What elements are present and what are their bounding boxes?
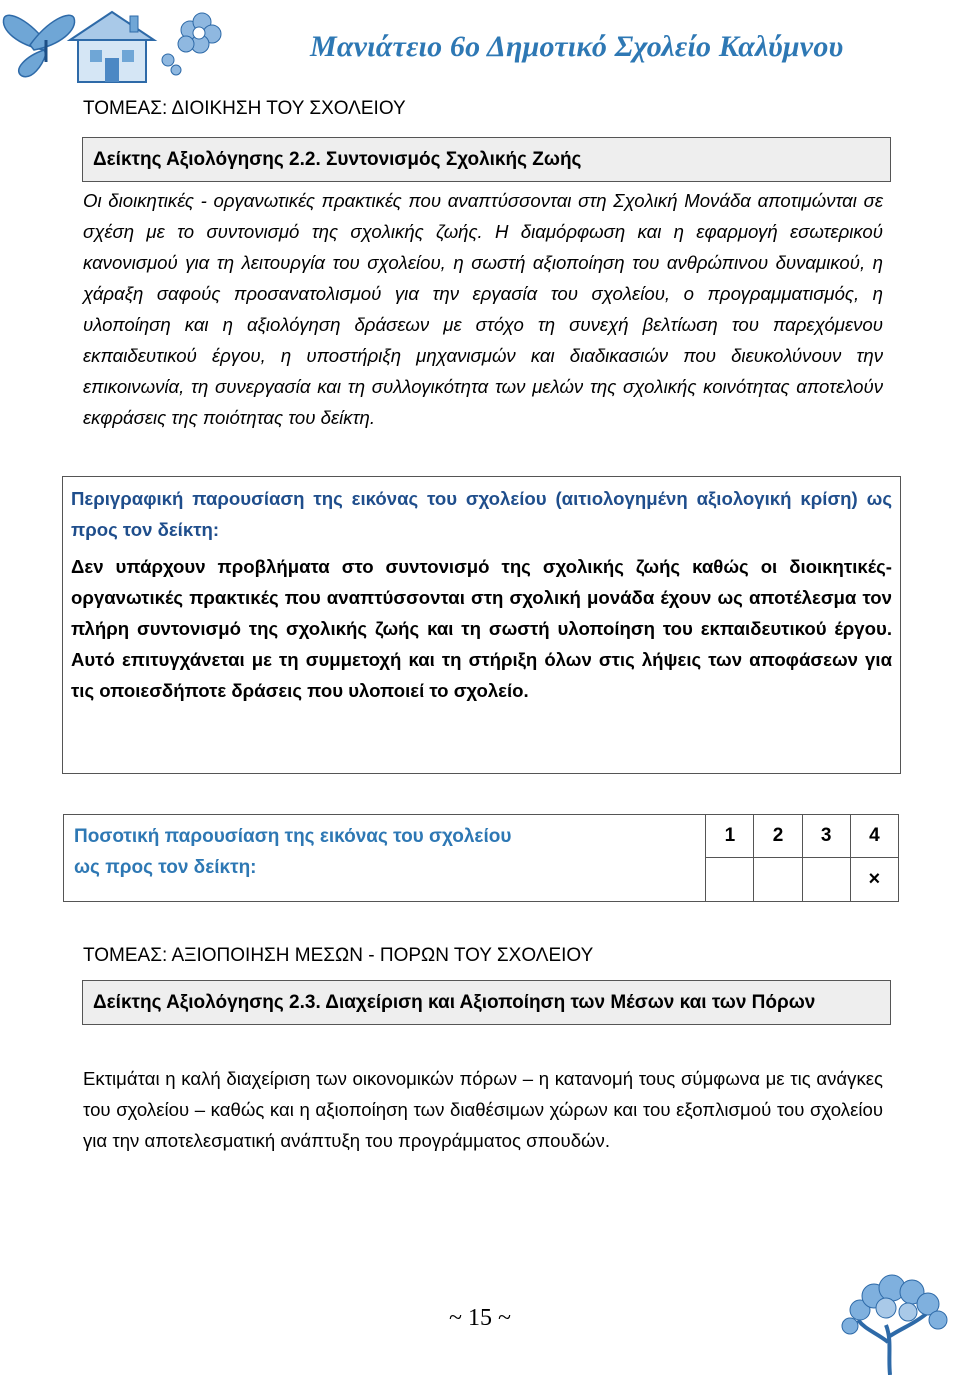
school-title: Μανιάτειο 6ο Δημοτικό Σχολείο Καλύμνου [310, 30, 844, 63]
qualitative-question: Περιγραφική παρουσίαση της εικόνας του σχολείου (αιτιολογημένη αξιολογική κρίση) ως προς τον δείκτη: [71, 488, 892, 540]
scale-2-header: 2 [754, 815, 802, 858]
scale-3-cell[interactable] [802, 858, 850, 902]
page-number: ~ 15 ~ [449, 1305, 511, 1331]
indicator-description-2-2: Οι διοικητικές - οργανωτικές πρακτικές που αναπτύσσονται στη Σχολική Μονάδα αποτιμώνται σε σχέση με το συντονισμό της σχολικής ζωής. Η διαμόρφωση και η εφαρμογή εσωτερικού κανονισμού για τη λειτουργία του σχολείου, η σωστή αξιοποίηση του ανθρώπινου δυναμικού, η χάραξη σαφούς προσανατολισμού για την εργασία του σχολείου, ο προγραμματισμός, η υλοποίηση και η αξιολόγηση δράσεων με στόχο τη συνεχή βελτίωση του παρεχόμενου εκπαιδευτικού έργου, η υποστήριξη μηχανισμών και διαδικασιών που διευκολύνουν την επικοινωνία, τη συνεργασία και τη συλλογικότητα των μελών της σχολικής κοινότητας αποτελούν εκφράσεις της ποιότητας του δείκτη. [83, 190, 883, 428]
qualitative-answer: Δεν υπάρχουν προβλήματα στο συντονισμό της σχολικής ζωής καθώς οι διοικητικές- οργανωτικές πρακτικές που αναπτύσσονται στη σχολική μονάδα έχουν ως αποτέλεσμα τον πλήρη συντονισμό της σχολικής ζωής και τη σωστή υλοποίηση του εκπαιδευτικού έργου. Αυτό επιτυγχάνεται με τη συμμετοχή και τη στήριξη όλων στις λήψεις των αποφάσεων για τις οποιεσδήποτε δράσεις που υλοποιεί το σχολείο. [71, 556, 892, 701]
scale-1-cell[interactable] [706, 858, 754, 902]
quantitative-assessment-table [63, 814, 899, 902]
sector-title-resources: ΤΟΜΕΑΣ: ΑΞΙΟΠΟΙΗΣΗ ΜΕΣΩΝ - ΠΟΡΩΝ ΤΟΥ ΣΧΟΛΕΙΟΥ [83, 945, 594, 966]
butterfly-icon [3, 15, 74, 76]
indicator-title-2-3: Δείκτης Αξιολόγησης 2.3. Διαχείριση και Αξιοποίηση των Μέσων και των Πόρων [82, 980, 891, 1025]
qualitative-assessment-box [62, 476, 901, 774]
indicator-title-2-2: Δείκτης Αξιολόγησης 2.2. Συντονισμός Σχολικής Ζωής [82, 137, 891, 182]
tree-decoration [830, 1270, 955, 1375]
header-decoration [0, 0, 230, 95]
house-icon [70, 12, 154, 82]
quantitative-label-line1: Ποσοτική παρουσίαση της εικόνας του σχολείου [74, 826, 512, 847]
scale-3-header: 3 [802, 815, 850, 858]
quantitative-label [64, 815, 706, 902]
flower-icon [162, 13, 221, 75]
sector-title-administration: ΤΟΜΕΑΣ: ΔΙΟΙΚΗΣΗ ΤΟΥ ΣΧΟΛΕΙΟΥ [83, 98, 406, 119]
indicator-description-2-3: Εκτιμάται η καλή διαχείριση των οικονομικών πόρων – η κατανομή τους σύμφωνα με τις ανάγκες του σχολείου – καθώς και η αξιοποίηση των διαθέσιμων χώρων και του εξοπλισμού του σχολείου για την αποτελεσματική ανάπτυξη του προγράμματος σπουδών. [83, 1068, 883, 1151]
scale-4-cell[interactable] [850, 858, 898, 902]
selected-mark: × [868, 868, 881, 890]
tree-icon [842, 1275, 947, 1375]
scale-2-cell[interactable] [754, 858, 802, 902]
quantitative-label-line2: ως προς τον δείκτη: [74, 857, 257, 878]
scale-4-header: 4 [850, 815, 898, 858]
scale-1-header: 1 [706, 815, 754, 858]
